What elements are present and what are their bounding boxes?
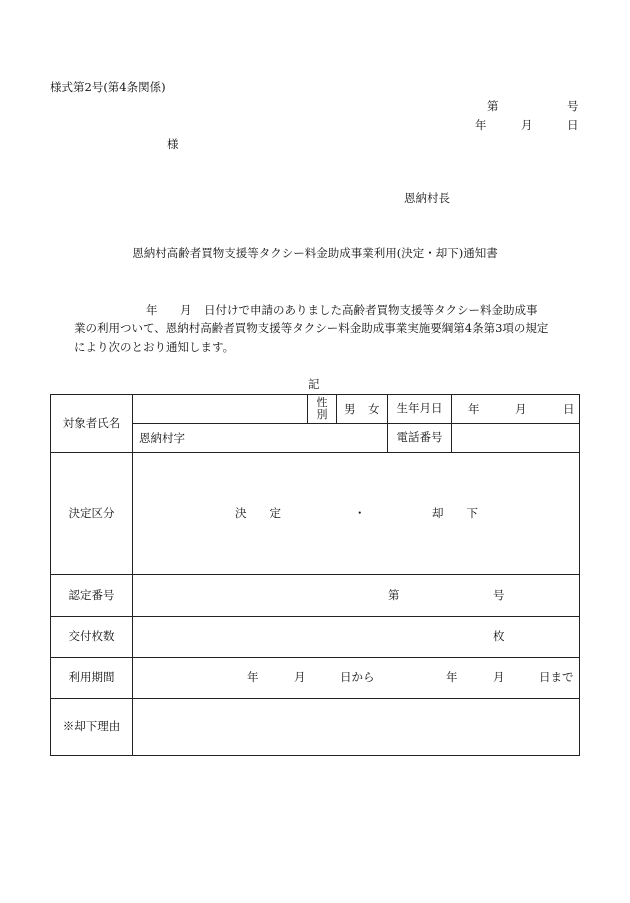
body-line2: 業の利用ついて、恩納村高齢者買物支援等タクシー料金助成事業実施要綱第4条第3項の規定 xyxy=(74,321,549,335)
body-line3: により次のとおり通知します。 xyxy=(74,340,235,354)
usage-period-field[interactable] xyxy=(133,658,580,699)
name-value-field[interactable] xyxy=(133,395,308,424)
gender-label-1: 性 xyxy=(316,396,328,410)
birth-year: 年 xyxy=(468,402,480,416)
body-line1-month: 月 xyxy=(180,303,192,317)
doc-number-prefix: 第 xyxy=(487,99,499,113)
gender-male[interactable]: 男 xyxy=(344,402,356,416)
decision-separator: ・ xyxy=(354,506,366,520)
period-to-month: 月 xyxy=(493,670,505,684)
gender-label xyxy=(308,395,337,424)
reject-reason-label: ※却下理由 xyxy=(51,699,133,756)
cert-prefix: 第 xyxy=(388,588,400,602)
phone-field[interactable] xyxy=(452,424,580,453)
ticket-count-field[interactable] xyxy=(133,617,580,658)
body-paragraph xyxy=(74,305,574,360)
birth-month: 月 xyxy=(515,402,527,416)
cert-number-field[interactable] xyxy=(133,575,580,617)
issuer: 恩納村長 xyxy=(404,191,450,205)
doc-number-suffix: 号 xyxy=(567,99,579,113)
birthdate-label: 生年月日 xyxy=(388,395,452,424)
cert-suffix: 号 xyxy=(493,588,505,602)
decision-options[interactable] xyxy=(133,453,580,575)
period-from-day: 日から xyxy=(340,670,375,684)
notification-form-table xyxy=(50,394,580,756)
gender-options[interactable] xyxy=(337,395,388,424)
period-to-day: 日まで xyxy=(539,670,574,684)
ticket-count-unit: 枚 xyxy=(493,629,505,643)
address-field[interactable] xyxy=(133,424,388,453)
decision-approve[interactable]: 決 定 xyxy=(235,506,281,520)
period-from-year: 年 xyxy=(247,670,259,684)
reject-reason-field[interactable] xyxy=(133,699,580,756)
usage-period-label: 利用期間 xyxy=(51,658,133,699)
period-to-year: 年 xyxy=(446,670,458,684)
gender-female[interactable]: 女 xyxy=(368,402,380,416)
birthdate-field[interactable] xyxy=(452,395,580,424)
decision-reject[interactable]: 却 下 xyxy=(432,506,478,520)
addressee-suffix: 様 xyxy=(167,137,179,151)
birth-day: 日 xyxy=(563,402,575,416)
date-month: 月 xyxy=(521,118,533,132)
form-number: 様式第2号(第4条関係) xyxy=(50,80,166,94)
cert-number-label: 認定番号 xyxy=(51,575,133,617)
period-from-month: 月 xyxy=(294,670,306,684)
date-day: 日 xyxy=(567,118,579,132)
gender-label-2: 別 xyxy=(316,408,328,421)
body-line1-text: 日付けで申請のありました高齢者買物支援等タクシー料金助成事 xyxy=(204,303,538,317)
ticket-count-label: 交付枚数 xyxy=(51,617,133,658)
phone-label: 電話番号 xyxy=(388,424,452,453)
decision-label: 決定区分 xyxy=(51,453,133,575)
body-line1-year: 年 xyxy=(146,303,158,317)
address-prefix: 恩納村字 xyxy=(139,431,185,445)
date-year: 年 xyxy=(475,118,487,132)
document-title: 恩納村高齢者買物支援等タクシー料金助成事業利用(決定・却下)通知書 xyxy=(132,246,498,260)
name-label: 対象者氏名 xyxy=(51,395,133,453)
record-heading: 記 xyxy=(308,377,320,391)
